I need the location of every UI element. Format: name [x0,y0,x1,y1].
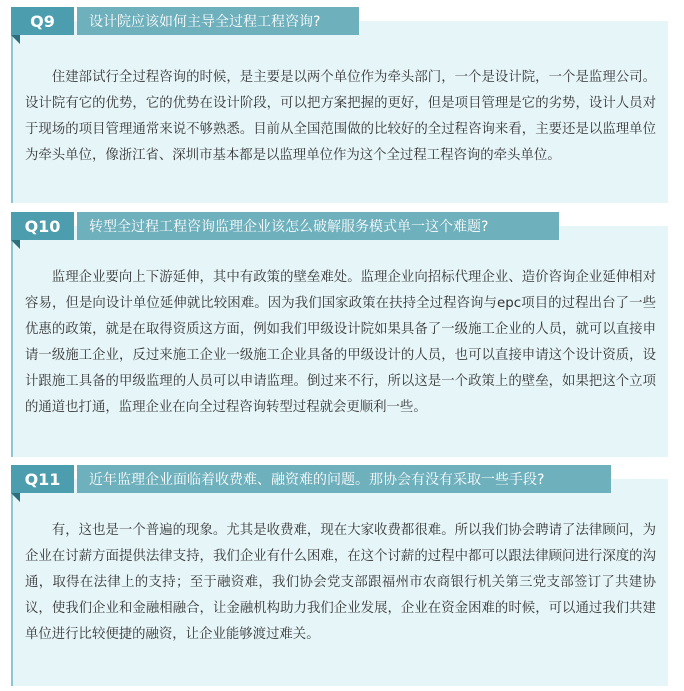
question-number: Q11 [24,469,61,489]
qa-block-q11 [11,465,668,686]
question-title: 转型全过程工程咨询监理企业该怎么破解服务模式单一这个难题? [77,212,559,240]
question-header [11,465,611,493]
question-title: 设计院应该如何主导全过程工程咨询? [77,7,359,35]
answer-text: 有，这也是一个普遍的现象。尤其是收费难，现在大家收费都很难。所以我们协会聘请了法律顾问，为企业在讨薪方面提供法律支持，我们企业有什么困难，在这个讨薪的过程中都可以跟法律顾问进行深度的沟通，取得在法律上的支持；至于融资难，我们协会党支部跟福州市农商银行机关第三党支部签订了共建协议，使我们企业和金融相融合，让金融机构助力我们企业发展，企业在资金困难的时候，可以通过我们共建单位进行比较便捷的融资，让企业能够渡过难关。 [25,523,656,642]
question-number-badge [11,7,74,35]
question-header [11,212,559,240]
answer-text: 监理企业要向上下游延伸，其中有政策的壁垒难处。监理企业向招标代理企业、造价咨询企业延伸相对容易，但是向设计单位延伸就比较困难。因为我们国家政策在扶持全过程咨询与epc项目的过程出台了一些优惠的政策，就是在取得资质这方面，例如我们甲级设计院如果具备了一级施工企业的人员，就可以直接申请一级施工企业，反过来施工企业一级施工企业具备的甲级设计的人员，也可以直接申请这个设计资质，设计跟施工具备的甲级监理的人员可以申请监理。倒过来不行，所以这是一个政策上的壁垒，如果把这个立项的通道也打通，监理企业在向全过程咨询转型过程就会更顺利一些。 [25,270,656,415]
question-number: Q9 [30,11,55,31]
question-header [11,7,359,35]
qa-block-q9 [11,7,668,203]
fold-corner [11,240,20,249]
fold-corner [11,35,20,44]
question-number-badge [11,465,74,493]
fold-corner [11,493,20,502]
question-title: 近年监理企业面临着收费难、融资难的问题。那协会有没有采取一些手段? [77,465,611,493]
qa-block-q10 [11,212,668,457]
question-number-badge [11,212,74,240]
question-number: Q10 [24,216,61,236]
answer-text: 住建部试行全过程咨询的时候，是主要是以两个单位作为牵头部门，一个是设计院，一个是监理公司。设计院有它的优势，它的优势在设计阶段，可以把方案把握的更好，但是项目管理是它的劣势，设计人员对于现场的项目管理通常来说不够熟悉。目前从全国范围做的比较好的全过程咨询来看，主要还是以监理单位为牵头单位，像浙江省、深圳市基本都是以监理单位作为这个全过程工程咨询的牵头单位。 [25,70,656,163]
